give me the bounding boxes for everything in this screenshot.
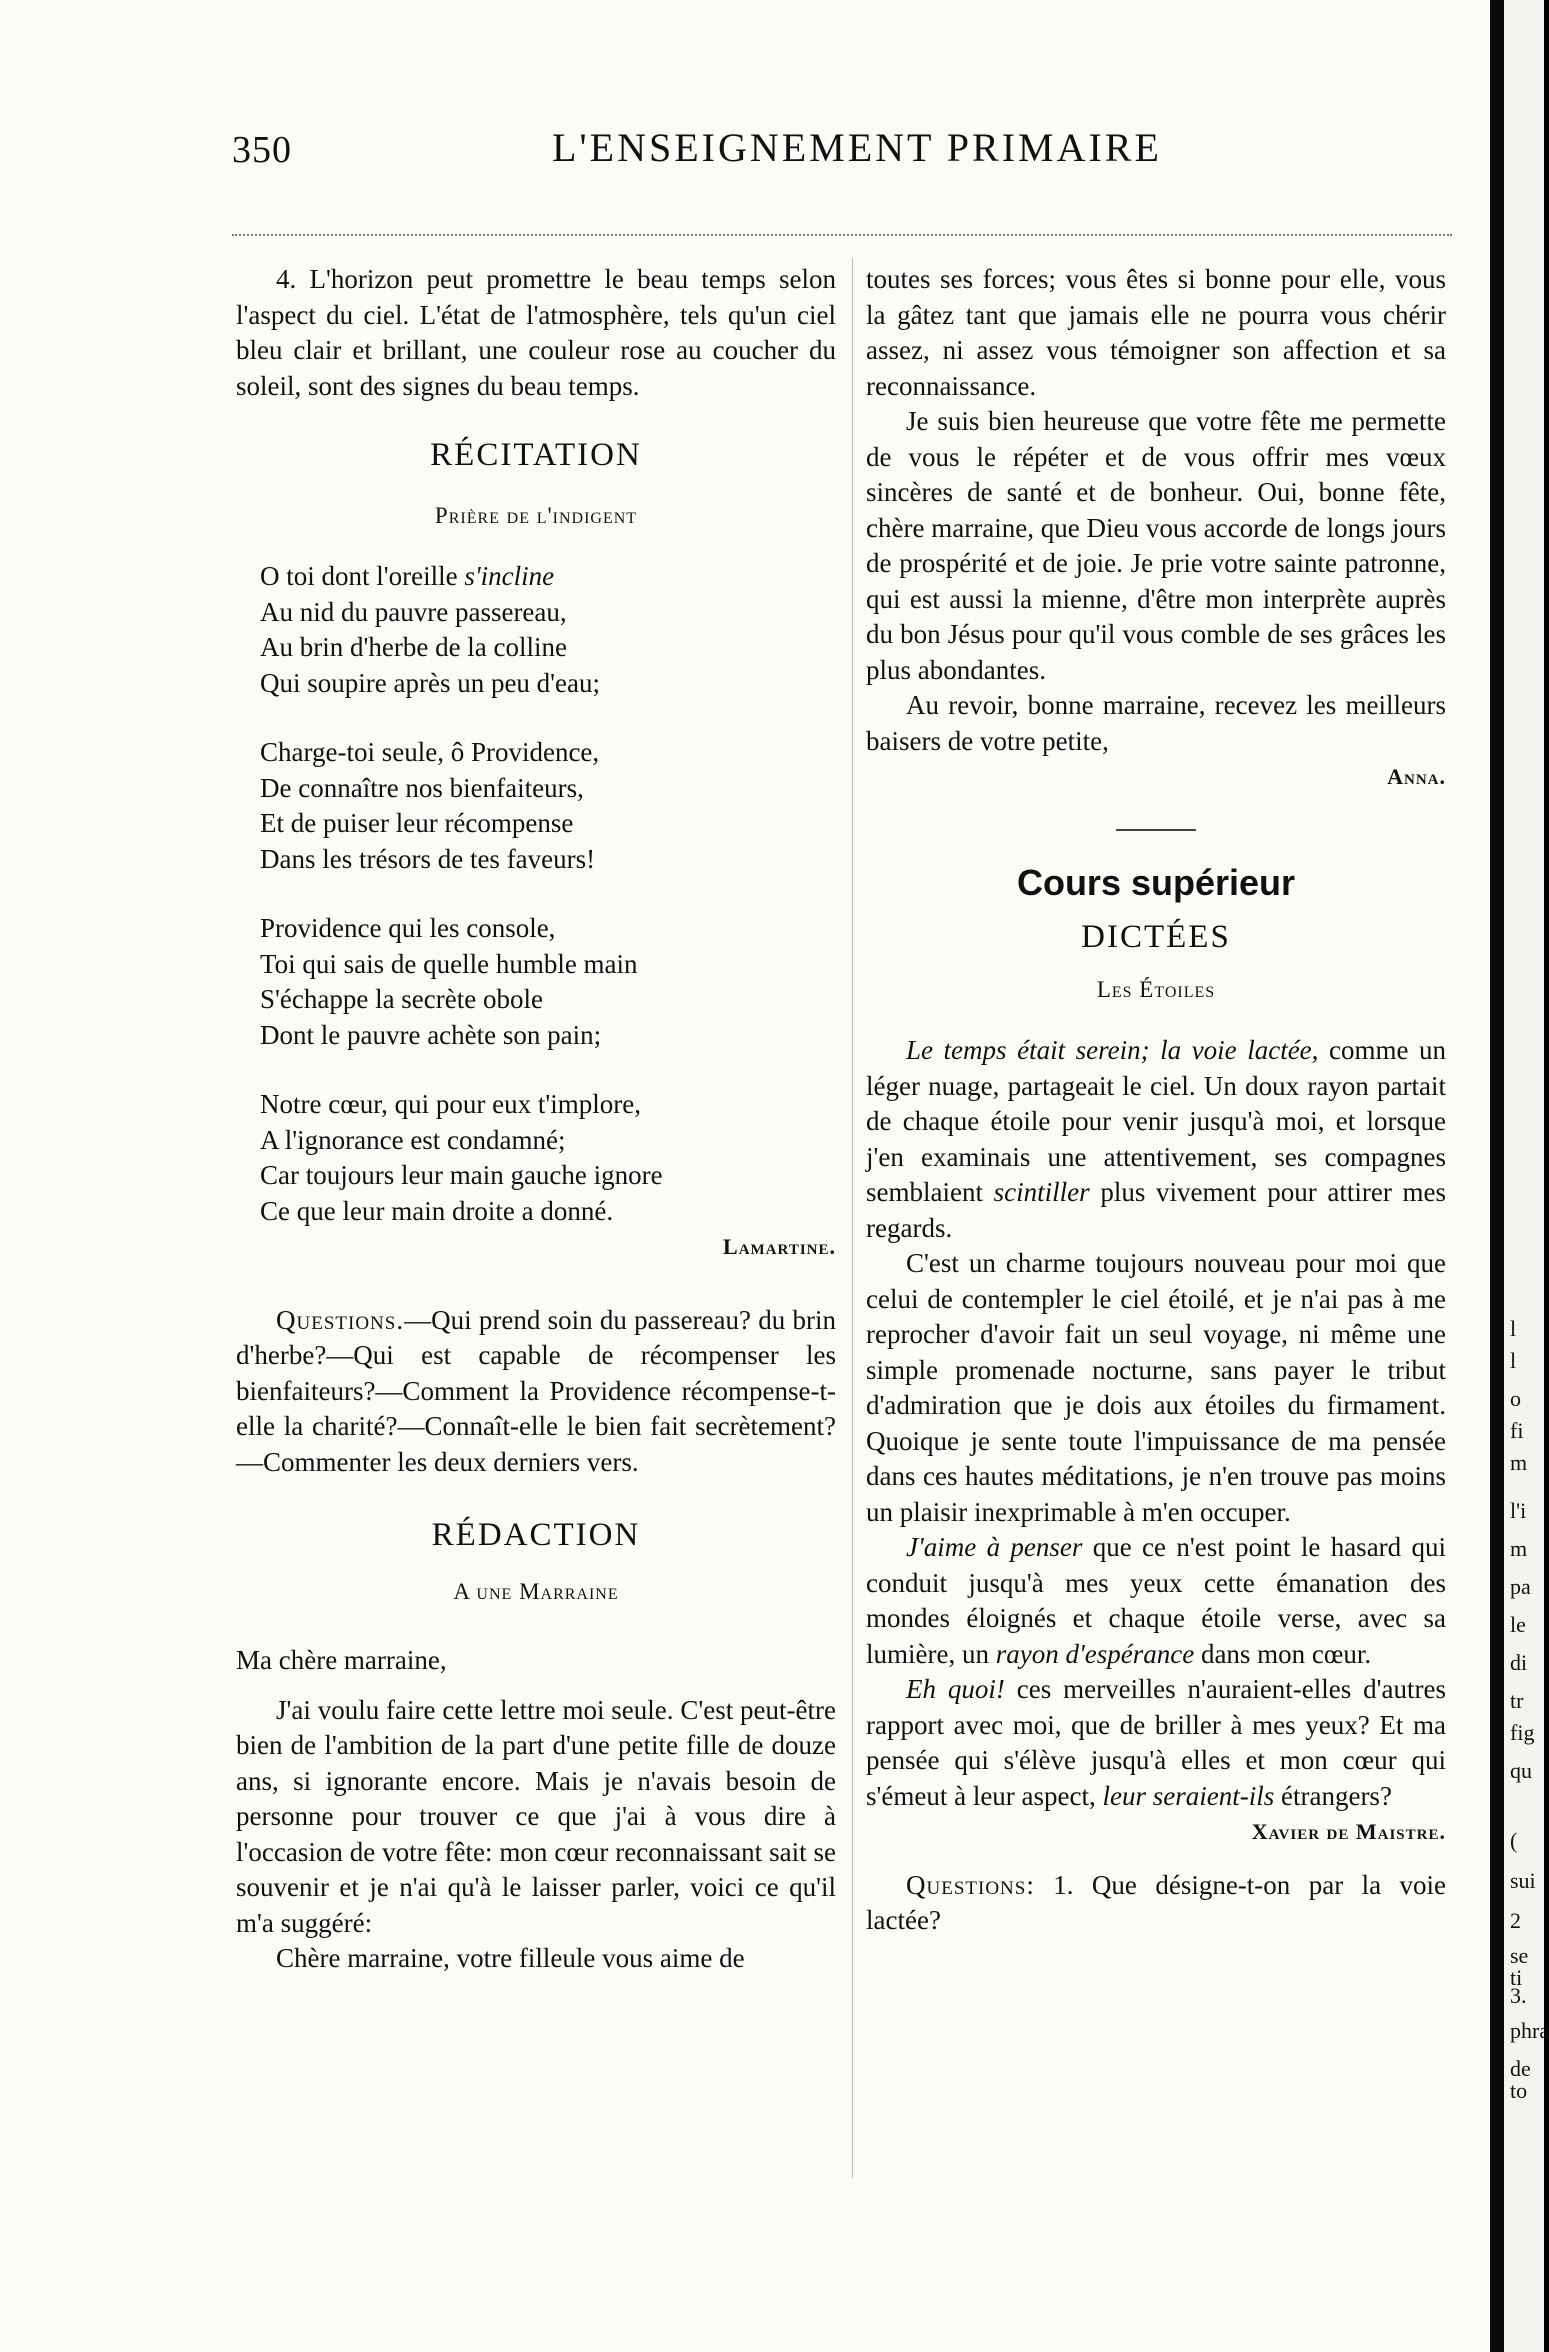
poem-line: Et de puiser leur récompense [260,808,574,838]
poem-line [260,559,836,595]
right-column [866,262,1446,1939]
poem-line: De connaître nos bienfaiteurs, [260,772,584,803]
poem-line: Au nid du pauvre passereau, [260,596,567,627]
text-run: plus vivement pour attirer mes regards. [866,1177,1447,1243]
header-rule [232,234,1452,236]
dictee-paragraph [866,1530,1446,1672]
poem-line: Ce que leur main droite a donné. [260,1195,614,1226]
poem [236,559,836,1229]
edge-fragment: fig [1510,1720,1535,1745]
edge-fragment: phra [1510,2018,1549,2043]
edge-fragment: m [1510,1536,1528,1561]
redaction-heading: RÉDACTION [431,1517,641,1553]
edge-fragment: tr [1510,1688,1524,1713]
edge-fragment: m [1510,1450,1528,1475]
questions-paragraph [236,1303,836,1481]
italic-text: scintiller [993,1177,1090,1207]
edge-fragment: di [1510,1650,1528,1675]
poem-line: Notre cœur, qui pour eux t'implore, [260,1089,641,1119]
dictees-heading: DICTÉES [1081,919,1231,955]
edge-fragment: pa [1510,1574,1531,1599]
edge-fragment: sui [1510,1868,1536,1893]
text-run: ces merveilles n'auraient-elles d'autres rapport avec moi, que de briller à mes yeux? Et ma pensée qui s'élève jusqu'à elles et mon cœur qui s'émeut à leur aspect, [866,1674,1446,1811]
dictee-author: Xavier de Maistre. [1251,1819,1446,1844]
poem-title: Prière de l'indigent [434,502,638,528]
edge-fragment: 3. [1510,1983,1527,2008]
poem-line: A l'ignorance est condamné; [260,1124,566,1155]
letter-paragraph: Je suis bien heureuse que votre fête me permette de vous le répéter et de vous offrir mes vœux sincères de santé et de bonheur. Oui, bonne fête, chère marraine, que Dieu vous accorde de longs jours de prospérité et de joie. Je prie votre sainte patronne, qui est aussi la mienne, d'être mon interprète auprès du bon Jésus pour qu'il vous comble de ses grâces les plus abondantes. [866,406,1446,685]
intro-paragraph: 4. L'horizon peut promettre le beau temps selon l'aspect du ciel. L'état de l'atmosphère, tels qu'un ciel bleu clair et brillant, une couleur rose au coucher du soleil, sont des signes du beau temps. [236,264,836,401]
questions-label: Questions: [906,1869,1035,1900]
edge-fragment: se ti [1510,1943,1529,1990]
italic-text: Le temps était serein; la voie lactée, [906,1035,1319,1065]
text-run: comme un léger nuage, partageait le ciel. Un doux rayon partait de chaque étoile pour venir jusqu'à moi, et lorsque j'en examinais une attentivement, ses compagnes semblaient [866,1035,1446,1207]
running-header [232,125,1462,178]
edge-fragment: l'i [1510,1498,1527,1523]
italic-text: J'aime à penser [906,1532,1083,1562]
italic-text: s'incline [464,561,555,591]
recitation-heading: RÉCITATION [430,437,642,473]
poem-line: Car toujours leur main gauche ignore [260,1160,663,1190]
poem-line: Providence qui les console, [260,913,556,943]
running-title: L'ENSEIGNEMENT PRIMAIRE [552,125,1162,170]
dictee-paragraph [866,1033,1446,1246]
letter-paragraph: Au revoir, bonne marraine, recevez les meilleurs baisers de votre petite, [866,690,1446,756]
edge-fragment: ( [1510,1828,1518,1853]
stanza [260,1087,836,1229]
italic-text: Eh quoi! [906,1674,1005,1704]
letter-signature: Anna. [1387,764,1446,789]
stanza [260,559,836,701]
dictee-paragraph: C'est un charme toujours nouveau pour moi que celui de contempler le ciel étoilé, et je n'ai pas à me reprocher d'avoir fait un seul voyage, ni même une simple promenade nocturne, sans payer le tribut d'admiration que je dois aux étoiles du firmament. Quoique je sente toute l'impuissance de ma pensée dans ces hautes méditations, je n'en trouve pas moins un plaisir inexprimable à m'en occuper. [866,1248,1446,1527]
poem-line: Toi qui sais de quelle humble main [260,948,638,979]
italic-text: leur seraient-ils [1102,1780,1275,1811]
poem-line: Dont le pauvre achète son pain; [260,1019,602,1050]
letter-paragraph: J'ai voulu faire cette lettre moi seule. C'est peut-être bien de l'ambition de la part d'une petite fille de douze ans, si ignorante encore. Mais je n'avais besoin de personne pour trouver ce que j'ai à vous dire à l'occasion de votre fête: mon cœur reconnaissant sait se souvenir et je n'ai qu'à le laisser parler, voici ce qu'il m'a suggéré: [236,1694,836,1938]
dictee-questions [866,1868,1446,1939]
stanza [260,911,836,1053]
questions-text: —Qui prend soin du passereau? du brin d'herbe?—Qui est capable de récompenser les bienfaiteurs?—Comment la Providence récompense-t-elle la charité?—Connaît-elle le bien fait secrètement?—Commenter les deux derniers vers. [236,1304,836,1477]
salutation: Ma chère marraine, [236,1645,447,1675]
letter-title: A une Marraine [453,1578,619,1604]
edge-fragment: l [1510,1316,1517,1341]
poem-author: Lamartine. [723,1234,836,1259]
poem-line: Dans les trésors de tes faveurs! [260,843,596,874]
edge-fragment: o [1510,1386,1521,1411]
edge-fragment: 2 [1510,1908,1521,1933]
dictee-title: Les Étoiles [1096,976,1216,1002]
text-run: dans mon cœur. [1194,1638,1372,1669]
edge-fragment: de to [1510,2056,1531,2103]
edge-fragment: qu [1510,1758,1532,1783]
letter-paragraph-cont: toutes ses forces; vous êtes si bonne pour elle, vous la gâtez tant que jamais elle ne pourra vous chérir assez, ni assez vous témoigner son affection et sa reconnaissance. [866,264,1446,401]
poem-line: Qui soupire après un peu d'eau; [260,667,601,698]
page-number: 350 [232,129,292,171]
italic-text: rayon d'espérance [995,1638,1195,1669]
edge-fragment: le [1510,1612,1526,1637]
stanza [260,735,836,877]
column-divider [852,258,853,2178]
dictee-paragraph [866,1672,1446,1814]
poem-line: S'échappe la secrète obole [260,984,543,1014]
left-column [236,262,836,1977]
text-run: que ce n'est point le hasard qui conduit jusqu'à mes yeux cette émanation des mondes éloignés et chaque étoile verse, avec sa lumière, un [866,1532,1447,1669]
poem-line: Charge-toi seule, ô Providence, [260,737,600,767]
poem-line-text: O toi dont l'oreille s'incline [260,561,555,591]
edge-fragment: fi [1510,1418,1524,1443]
questions-label: Questions. [276,1304,405,1335]
questions-text: 1. Que désigne-t-on par la voie lactée? [866,1869,1446,1935]
edge-fragment: l [1510,1348,1517,1373]
letter-paragraph-start: Chère marraine, votre filleule vous aime de [276,1943,745,1973]
text-run: étrangers? [1274,1780,1392,1811]
cours-superieur-heading: Cours supérieur [1016,861,1296,903]
poem-line: Au brin d'herbe de la colline [260,632,568,662]
